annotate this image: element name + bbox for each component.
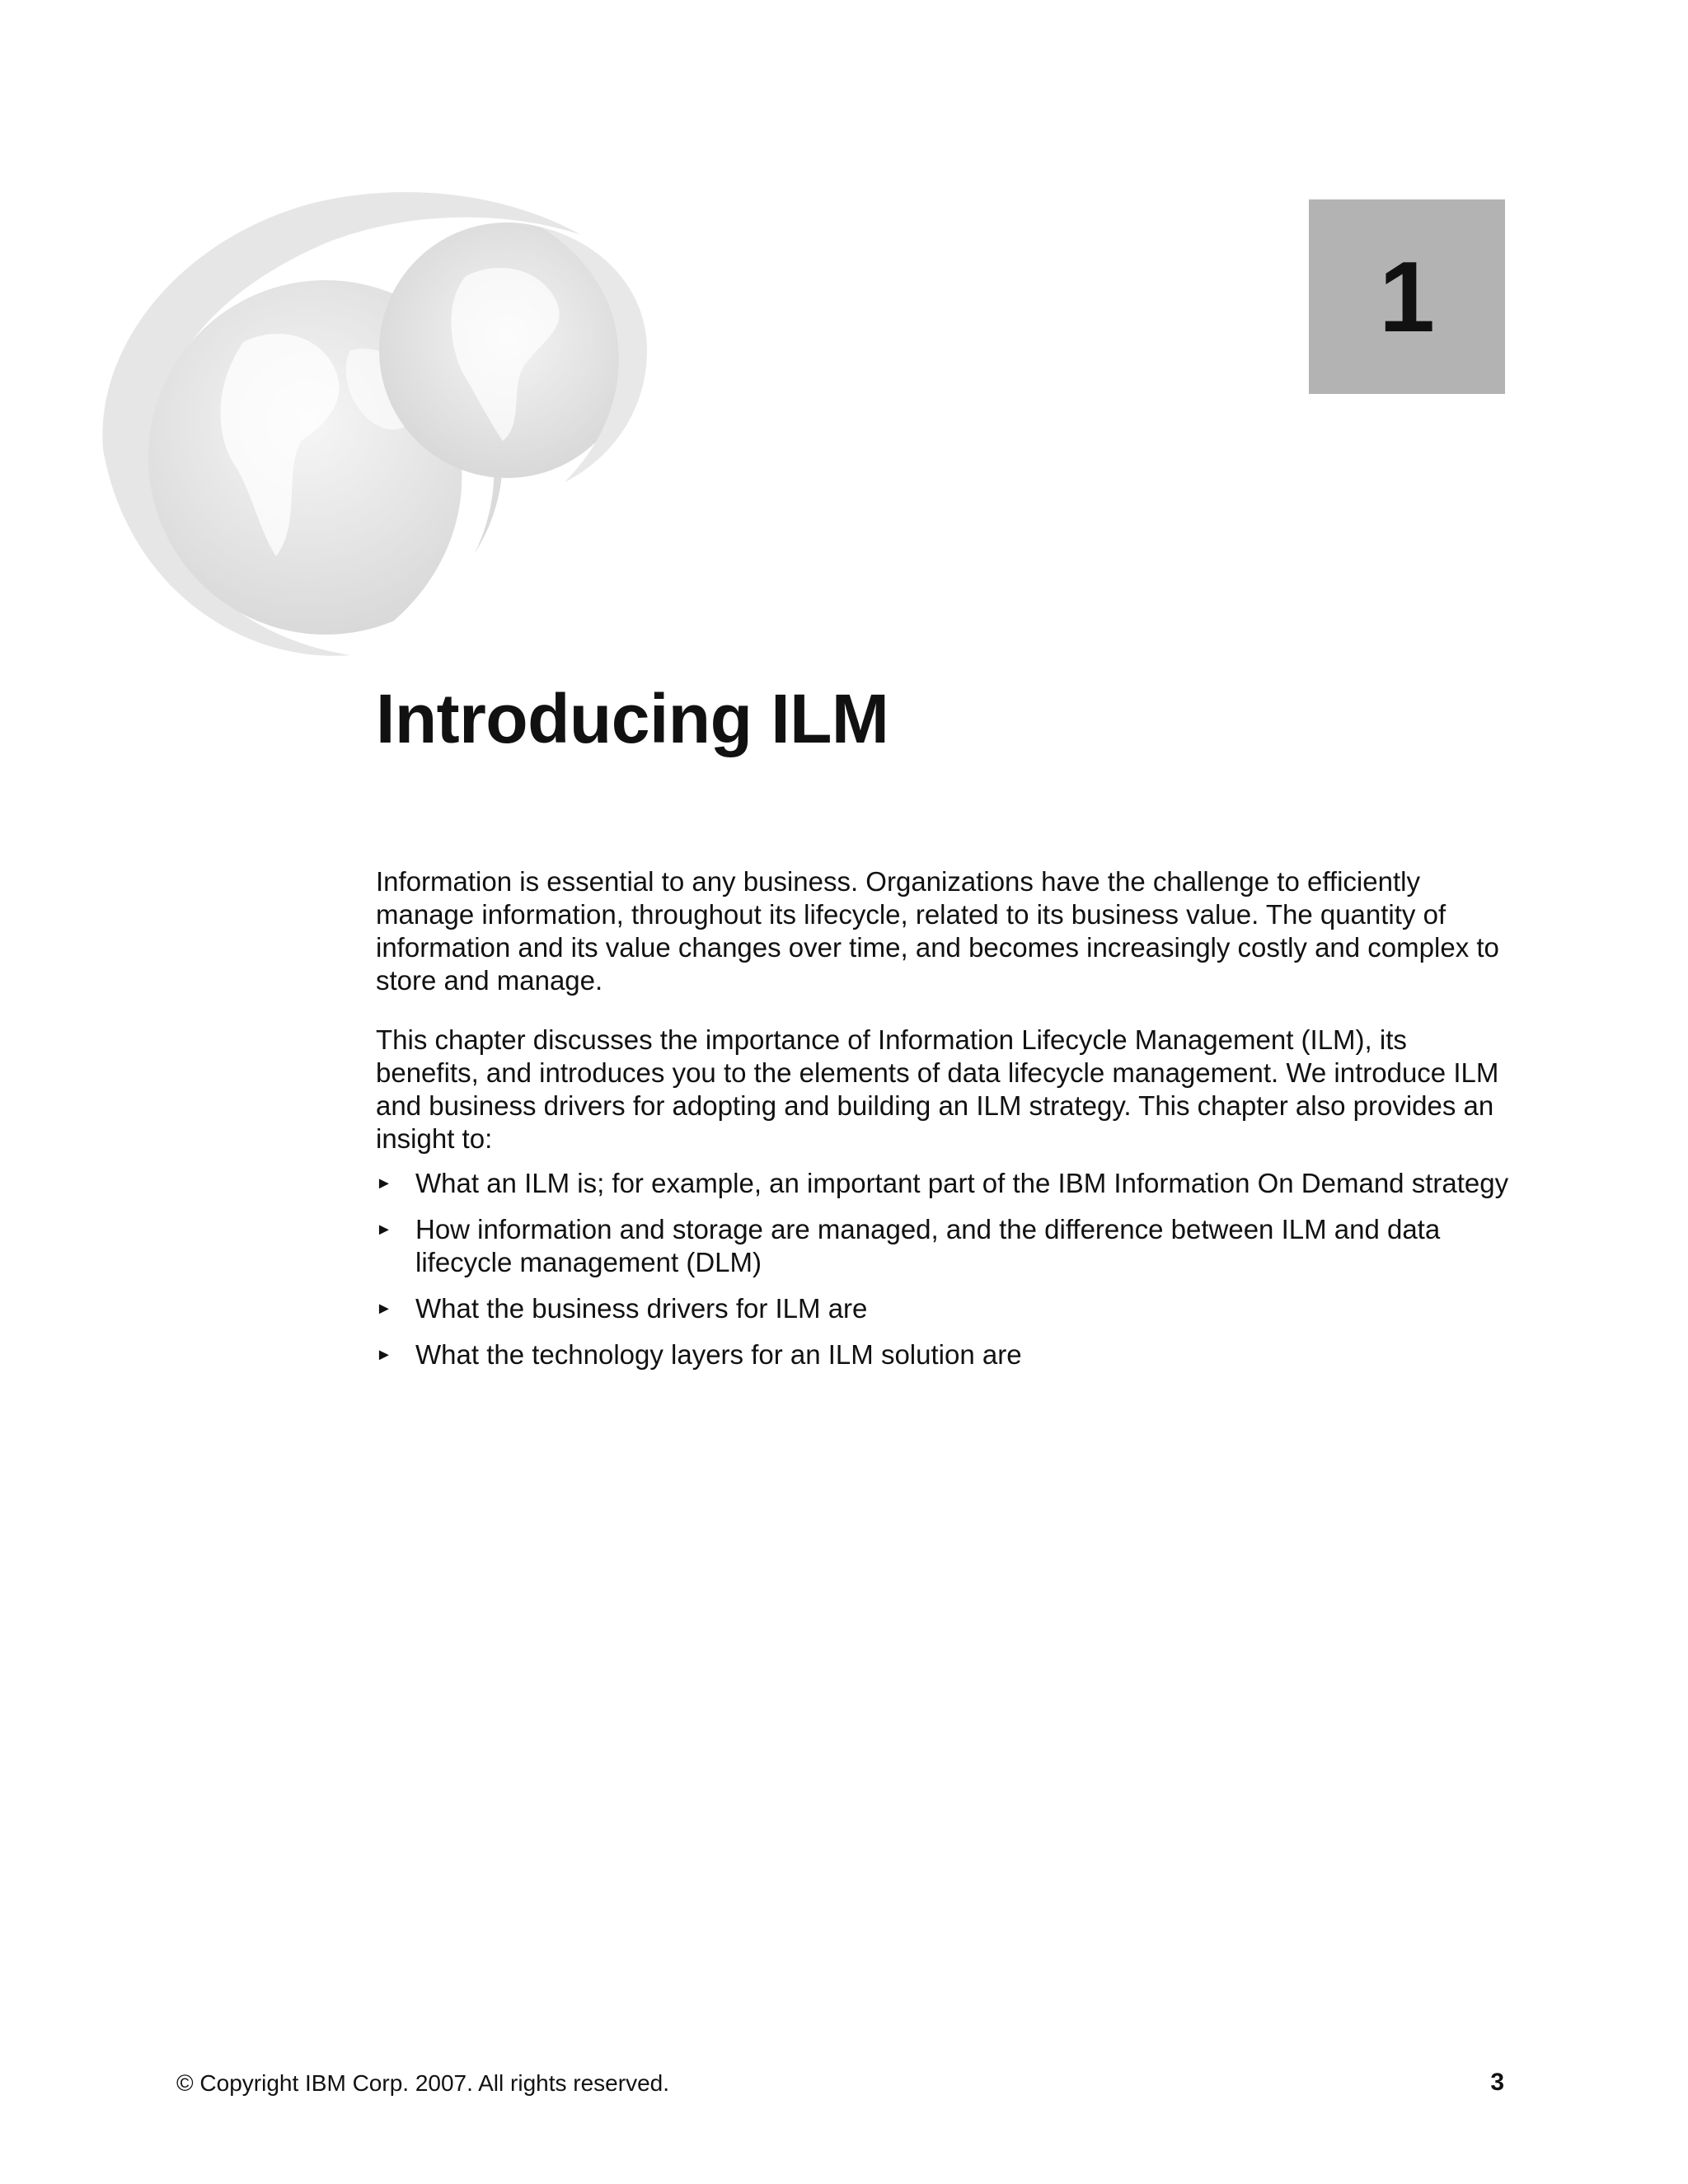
page-number: 3 — [1490, 2069, 1504, 2096]
list-item-text: How information and storage are managed, and the difference between ILM and data lifecycle management (DLM) — [415, 1214, 1441, 1277]
chapter-title: Introducing ILM — [376, 680, 889, 757]
chapter-body — [376, 865, 1512, 1385]
bullet-arrow-icon: ► — [376, 1174, 392, 1193]
list-item-text: What an ILM is; for example, an important part of the IBM Information On Demand strategy — [415, 1168, 1509, 1198]
chapter-number: 1 — [1379, 241, 1435, 353]
bullet-list — [376, 1167, 1512, 1371]
list-item-text: What the technology layers for an ILM solution are — [415, 1339, 1022, 1370]
list-item-text: What the business drivers for ILM are — [415, 1293, 868, 1324]
bullet-arrow-icon: ► — [376, 1300, 392, 1318]
list-item — [376, 1338, 1512, 1371]
chapter-number-box — [1309, 199, 1505, 394]
paragraph-intro: Information is essential to any business. Organizations have the challenge to efficiently manage information, throughout its lifecycle, related to its business value. The quantity of information and its value changes over time, and becomes increasingly costly and complex to store and manage. — [376, 866, 1499, 996]
list-item — [376, 1167, 1512, 1200]
ibm-globe-swirl-icon — [78, 177, 688, 688]
footer-copyright: © Copyright IBM Corp. 2007. All rights reserved. — [176, 2070, 669, 2096]
bullet-arrow-icon: ► — [376, 1346, 392, 1364]
bullet-arrow-icon: ► — [376, 1221, 392, 1239]
paragraph-overview: This chapter discusses the importance of Information Lifecycle Management (ILM), its benefits, and introduces you to the elements of data lifecycle management. We introduce ILM and business drivers for adopting and building an ILM strategy. This chapter also provides an insight to: — [376, 1024, 1499, 1154]
list-item — [376, 1213, 1512, 1279]
list-item — [376, 1292, 1512, 1325]
